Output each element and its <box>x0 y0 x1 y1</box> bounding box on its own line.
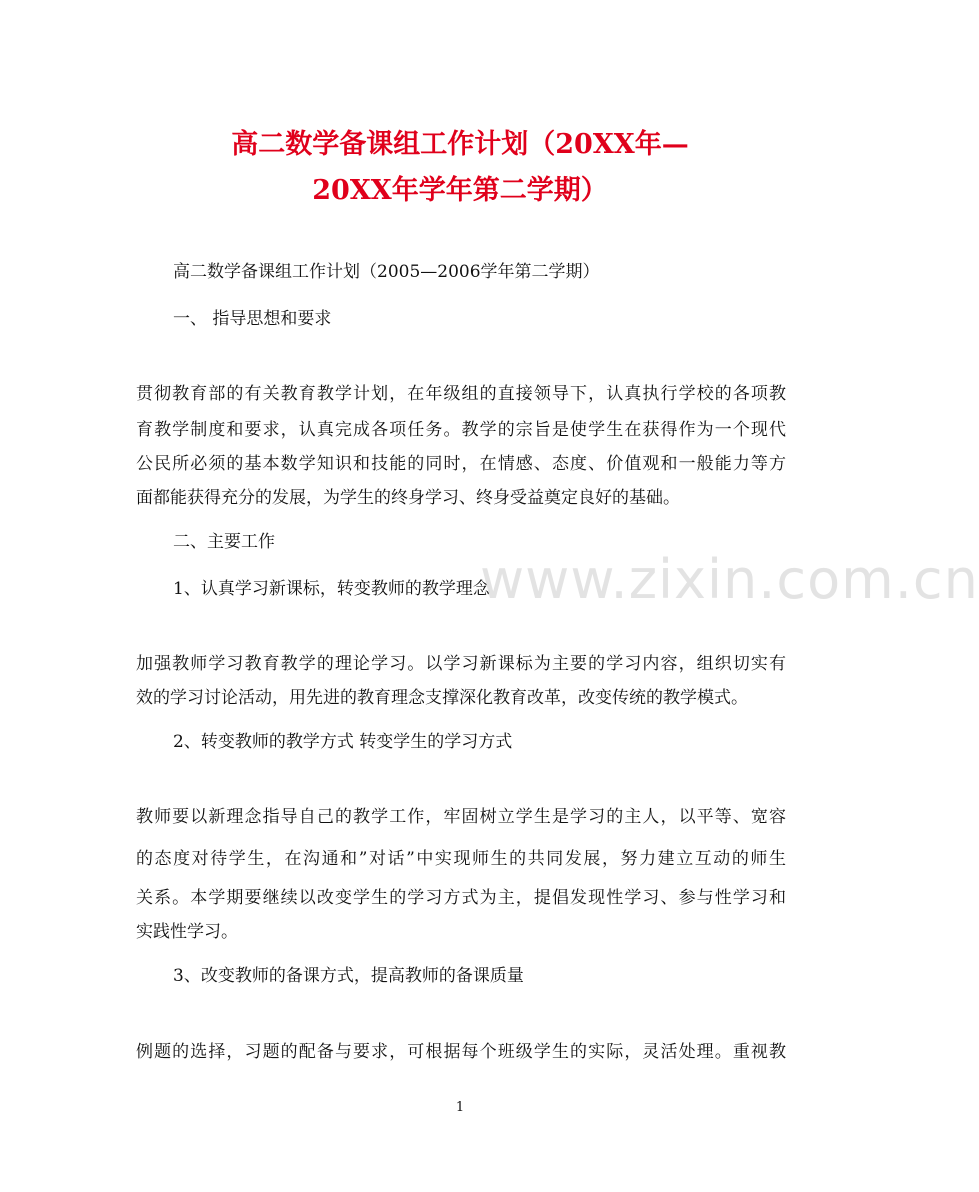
paragraph-3-line: 实践性学习。 <box>136 922 238 942</box>
paragraph-2-line: 效的学习讨论活动，用先进的教育理念支撑深化教育改革，改变传统的教学模式。 <box>136 688 748 708</box>
page-number: 1 <box>455 1100 465 1115</box>
paragraph-1-line: 育教学制度和要求，认真完成各项任务。教学的宗旨是使学生在获得作为一个现代 <box>136 420 786 440</box>
paragraph-4-line: 例题的选择，习题的配备与要求，可根据每个班级学生的实际，灵活处理。重视教 <box>136 1042 786 1062</box>
section-heading-1: 一、 指导思想和要求 <box>173 309 332 329</box>
paragraph-3-line: 关系。本学期要继续以改变学生的学习方式为主，提倡发现性学习、参与性学习和 <box>136 888 786 908</box>
item-heading-1: 1、认真学习新课标，转变教师的教学理念 <box>173 579 490 599</box>
doc-title-line-1: 高二数学备课组工作计划（20XX年— <box>231 129 689 160</box>
item-heading-2: 2、转变教师的教学方式 转变学生的学习方式 <box>173 732 513 752</box>
item-heading-3: 3、改变教师的备课方式，提高教师的备课质量 <box>173 966 524 986</box>
paragraph-3-line: 教师要以新理念指导自己的教学工作，牢固树立学生是学习的主人，以平等、宽容 <box>136 807 786 827</box>
watermark: www.zixin.com.cn <box>480 548 979 611</box>
paragraph-1-line: 公民所必须的基本数学知识和技能的同时，在情感、态度、价值观和一般能力等方 <box>136 454 786 474</box>
doc-subtitle: 高二数学备课组工作计划（2005—2006学年第二学期） <box>173 262 600 282</box>
paragraph-3-line: 的态度对待学生，在沟通和”对话”中实现师生的共同发展，努力建立互动的师生 <box>136 849 786 869</box>
paragraph-2-line: 加强教师学习教育教学的理论学习。以学习新课标为主要的学习内容，组织切实有 <box>136 654 786 674</box>
doc-title-line-2: 20XX年学年第二学期） <box>312 175 608 206</box>
paragraph-1-line: 面都能获得充分的发展，为学生的终身学习、终身受益奠定良好的基础。 <box>136 488 680 508</box>
paragraph-1-line: 贯彻教育部的有关教育教学计划，在年级组的直接领导下，认真执行学校的各项教 <box>136 384 786 404</box>
section-heading-2: 二、主要工作 <box>173 532 275 552</box>
